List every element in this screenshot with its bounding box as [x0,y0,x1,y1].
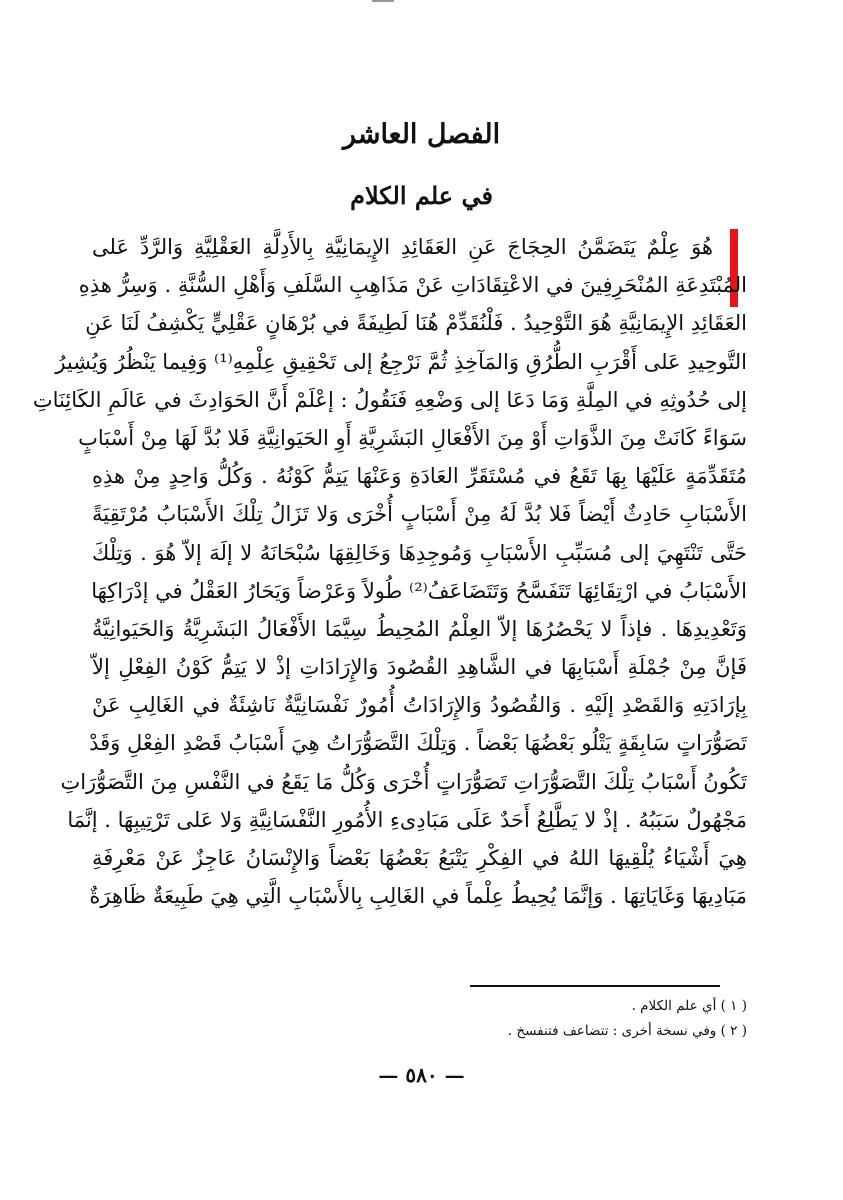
body-line: وَتَعْدِيدِهَا . فإذاً لا يَحْصُرُهَا إلاّ العِلْمُ المُحِيطُ سِيَّمَا الأَفْعَالُ البَشَرِيَّةُ وَالحَيَوانِيَّةُ [92,616,747,641]
body-line: مُتَقَدِّمَةٍ عَلَيْهَا بِهَا تَقَعُ في مُسْتَقَرِّ العَادَةِ وَعَنْهَا يَتِمُّ كَوْنُهُ . وَكُلُّ وَاحِدٍ مِنْ هذِهِ [92,464,747,489]
body-line: مَجْهُولٌ سَبَبُهُ . إذْ لا يَطَّلِعُ أَحَدٌ عَلَى مَبَادِىءِ الأُمُورِ النَّفْسَانِيَّةِ وَلا عَلى تَرْتِيبِهَا . إنَّمَا [67,807,747,832]
body-line: تَكُونُ أَسْبَابُ تِلْكَ التَّصَوُّرَاتِ تَصَوُّرَاتٍ أُخْرَى وَكُلُّ مَا يَقَعُ في النَّفْسِ مِنَ التَّصَوُّرَاتِ [60,769,747,794]
footnote-divider [470,985,720,987]
chapter-title: الفصل العاشر [342,119,501,150]
body-line: تَصَوُّرَاتٍ سَابِقَةٍ يَتْلُو بَعْضُهَا بَعْضاً . وَتِلْكَ التَّصَوُّرَاتُ هِيَ أَسْبَابُ قَصْدِ الفِعْلِ وَقَدْ [89,731,747,756]
body-text [32,228,747,915]
body-line: إلى حُدُوثِهِ في المِلَّةِ وَمَا دَعَا إلى وَضْعِهِ فَنَقُولُ : إعْلَمْ أَنَّ الحَوَادِثَ في عَالَمِ الكَائِنَاتِ [32,387,747,412]
body-line: فَإنَّ مِنْ جُمْلَةِ أَسْبَابِهَا في الشَّاهِدِ القُصُودَ وَالإِرَادَاتِ إذْ لا يَتِمُّ كَوْنُ الفِعْلِ إلاّ [92,655,747,680]
body-line: المُبْتَدِعَةِ المُنْحَرِفِينَ في الاعْتِقَادَاتِ عَنْ مَذَاهِبِ السَّلَفِ وَأَهْلِ السُّنَّةِ . وَسِرُّ هذِهِ [78,273,747,298]
footnotes [92,994,747,1044]
body-line: التَّوحِيدِ عَلى أَقْرَبِ الطُّرُقِ وَالمَآخِذِ ثُمَّ نَرْجِعُ إلى تَحْقِيقِ عِلْمِهِ⁽¹⁾ وَفِيما يَنْظُرُ وَيُشِيرُ [55,349,747,374]
footnote-2: ( ٢ ) وفي نسخة أخرى : تتضاعف فتنفسخ . [507,1023,747,1039]
page-number: — ٥٨٠ — [378,1063,465,1087]
body-line: بِإرَادَتِهِ وَالقَصْدِ إلَيْهِ . وَالقُصُودُ وَالإِرَادَاتُ أُمُورٌ نَفْسَانِيَّةٌ نَاشِئَةٌ في الغَالِبِ عَنْ [92,693,747,718]
top-edge-mark [372,0,394,2]
body-line: هُوَ عِلْمٌ يَتَضَمَّنُ الحِجَاجَ عَنِ العَقَائِدِ الإِيمَانِيَّةِ بِالأَدِلَّةِ العَقْلِيَّةِ وَالرَّدِّ عَلى [92,235,713,259]
body-line: مَبَادِيهَا وَغَايَاتِهَا . وَإنَّمَا يُحِيطُ عِلْماً في الغَالِبِ بِالأَسْبَابِ الَّتِي هِيَ طَبِيعَةٌ ظَاهِرَةٌ [89,884,747,909]
footnote-1: ( ١ ) أي علم الكلام . [631,998,747,1014]
body-line: الأَسْبَابِ حَادِثٌ أَيْضاً فَلا بُدَّ لَهُ مِنْ أَسْبَابٍ أُخْرَى وَلا تَزَالُ تِلْكَ الأَسْبَابُ مُرْتَقِيَةً [92,502,747,527]
section-title: في علم الكلام [350,181,493,210]
body-line: سَوَاءً كَانَتْ مِنَ الذَّوَاتِ أَوْ مِنَ الأَفْعَالِ البَشَرِيَّةِ أَوِ الحَيَوانِيَّةِ فَلا بُدَّ لَهَا مِنْ أَسْبَابٍ [78,425,747,450]
body-line: الأَسْبَابُ في ارْتِقَائِهَا تَتَفَسَّحُ وَتَتَضَاعَفُ⁽²⁾ طُولاً وَعَرْضاً وَيَحَارُ العَقْلُ في إدْرَاكِهَا [91,578,747,603]
body-line: حَتَّى تَنْتَهِيَ إلى مُسَبِّبِ الأَسْبَابِ وَمُوجِدِهَا وَخَالِقِهَا سُبْحَانَهُ لا إلَهَ إلاّ هُوَ . وَتِلْكَ [92,540,747,565]
body-line: العَقَائِدِ الإِيمَانِيَّةِ هُوَ التَّوْحِيدُ . فَلْنُقَدِّمْ هُنَا لَطِيفَةً في بُرْهَانٍ عَقْلِيٍّ يَكْشِفُ لَنَا عَنِ [85,311,747,336]
body-line: هِيَ أَشْيَاءُ يُلْقِيهَا اللهُ في الفِكْرِ يَتْبَعُ بَعْضُهَا بَعْضاً وَالإِنْسَانُ عَاجِزٌ عَنْ مَعْرِفَةِ [92,846,747,870]
